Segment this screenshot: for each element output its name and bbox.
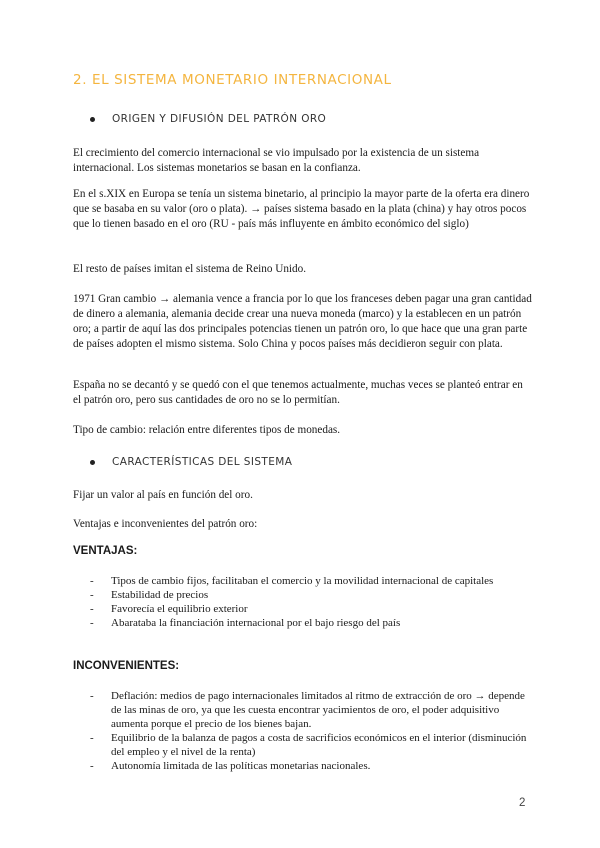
list-item-text: Equilibrio de la balanza de pagos a costa de sacrificios económicos en el interior (disminución del empleo y el nivel de la renta): [111, 732, 527, 758]
list-item: [90, 616, 530, 630]
dash-marker: -: [90, 603, 94, 615]
list-item-text: Favorecía el equilibrio exterior: [111, 603, 248, 615]
ventajas-heading: VENTAJAS:: [73, 545, 138, 557]
list-item: [90, 759, 530, 773]
paragraph: Fijar un valor al país en función del oro.: [73, 489, 253, 501]
paragraph: En el s.XIX en Europa se tenía un sistema binetario, al principio la mayor parte de la oferta era dinero que se basaba en su valor (oro o plata). → países sistema basado en la plata (china) y hay otros pocos que lo tienen basado en el oro (RU - país más influyente en ámbito económico del siglo): [73, 188, 530, 230]
dash-marker: -: [90, 617, 94, 629]
dash-marker: -: [90, 575, 94, 587]
paragraph: Ventajas e inconvenientes del patrón oro:: [73, 518, 258, 530]
paragraph: 1971 Gran cambio → alemania vence a francia por lo que los franceses deben pagar una gran cantidad de dinero a alemania, alemania decide crear una nueva moneda (marco) y la establecen en un patrón oro; a partir de aquí las dos principales potencias tienen un patrón oro, lo que hace que una gran parte de países adopten el mismo sistema. Solo China y pocos países más decidieron seguir con plata.: [73, 293, 532, 350]
bullet-dot-icon: [90, 117, 95, 122]
paragraph: España no se decantó y se quedó con el que tenemos actualmente, muchas veces se planteó entrar en el patrón oro, pero sus cantidades de oro no se lo permitían.: [73, 379, 523, 406]
page-number: 2: [519, 797, 526, 809]
subsection-heading-origen: [90, 113, 326, 125]
section-title: 2. EL SISTEMA MONETARIO INTERNACIONAL: [73, 72, 392, 88]
list-item-text: Deflación: medios de pago internacionales limitados al ritmo de extracción de oro → depende de las minas de oro, ya que les cuesta encontrar yacimientos de oro, el poder adquisitivo aumenta porque el precio de los bienes bajan.: [111, 690, 525, 730]
subsection-title: ORIGEN Y DIFUSIÓN DEL PATRÓN ORO: [112, 113, 327, 125]
inconvenientes-list: [90, 689, 530, 773]
list-item-text: Estabilidad de precios: [111, 589, 209, 601]
list-item-text: Autonomía limitada de las políticas monetarias nacionales.: [111, 760, 371, 772]
dash-marker: -: [90, 589, 94, 601]
paragraph: El crecimiento del comercio internacional se vio impulsado por la existencia de un sistema internacional. Los sistemas monetarios se basan en la confianza.: [73, 147, 480, 174]
dash-marker: -: [90, 732, 94, 744]
list-item: [90, 689, 530, 731]
dash-marker: -: [90, 690, 94, 702]
paragraph: El resto de países imitan el sistema de Reino Unido.: [73, 263, 307, 275]
list-item-text: Tipos de cambio fijos, facilitaban el comercio y la movilidad internacional de capitales: [111, 575, 494, 587]
inconvenientes-heading: INCONVENIENTES:: [73, 660, 180, 672]
paragraph: Tipo de cambio: relación entre diferentes tipos de monedas.: [73, 424, 341, 436]
ventajas-list: [90, 574, 530, 630]
dash-marker: -: [90, 760, 94, 772]
list-item: [90, 588, 530, 602]
list-item: [90, 574, 530, 588]
bullet-dot-icon: [90, 460, 95, 465]
subsection-title: CARACTERÍSTICAS DEL SISTEMA: [112, 456, 293, 468]
subsection-heading-caracteristicas: [90, 456, 292, 468]
list-item: [90, 602, 530, 616]
list-item-text: Abarataba la financiación internacional por el bajo riesgo del país: [111, 617, 401, 629]
list-item: [90, 731, 530, 759]
